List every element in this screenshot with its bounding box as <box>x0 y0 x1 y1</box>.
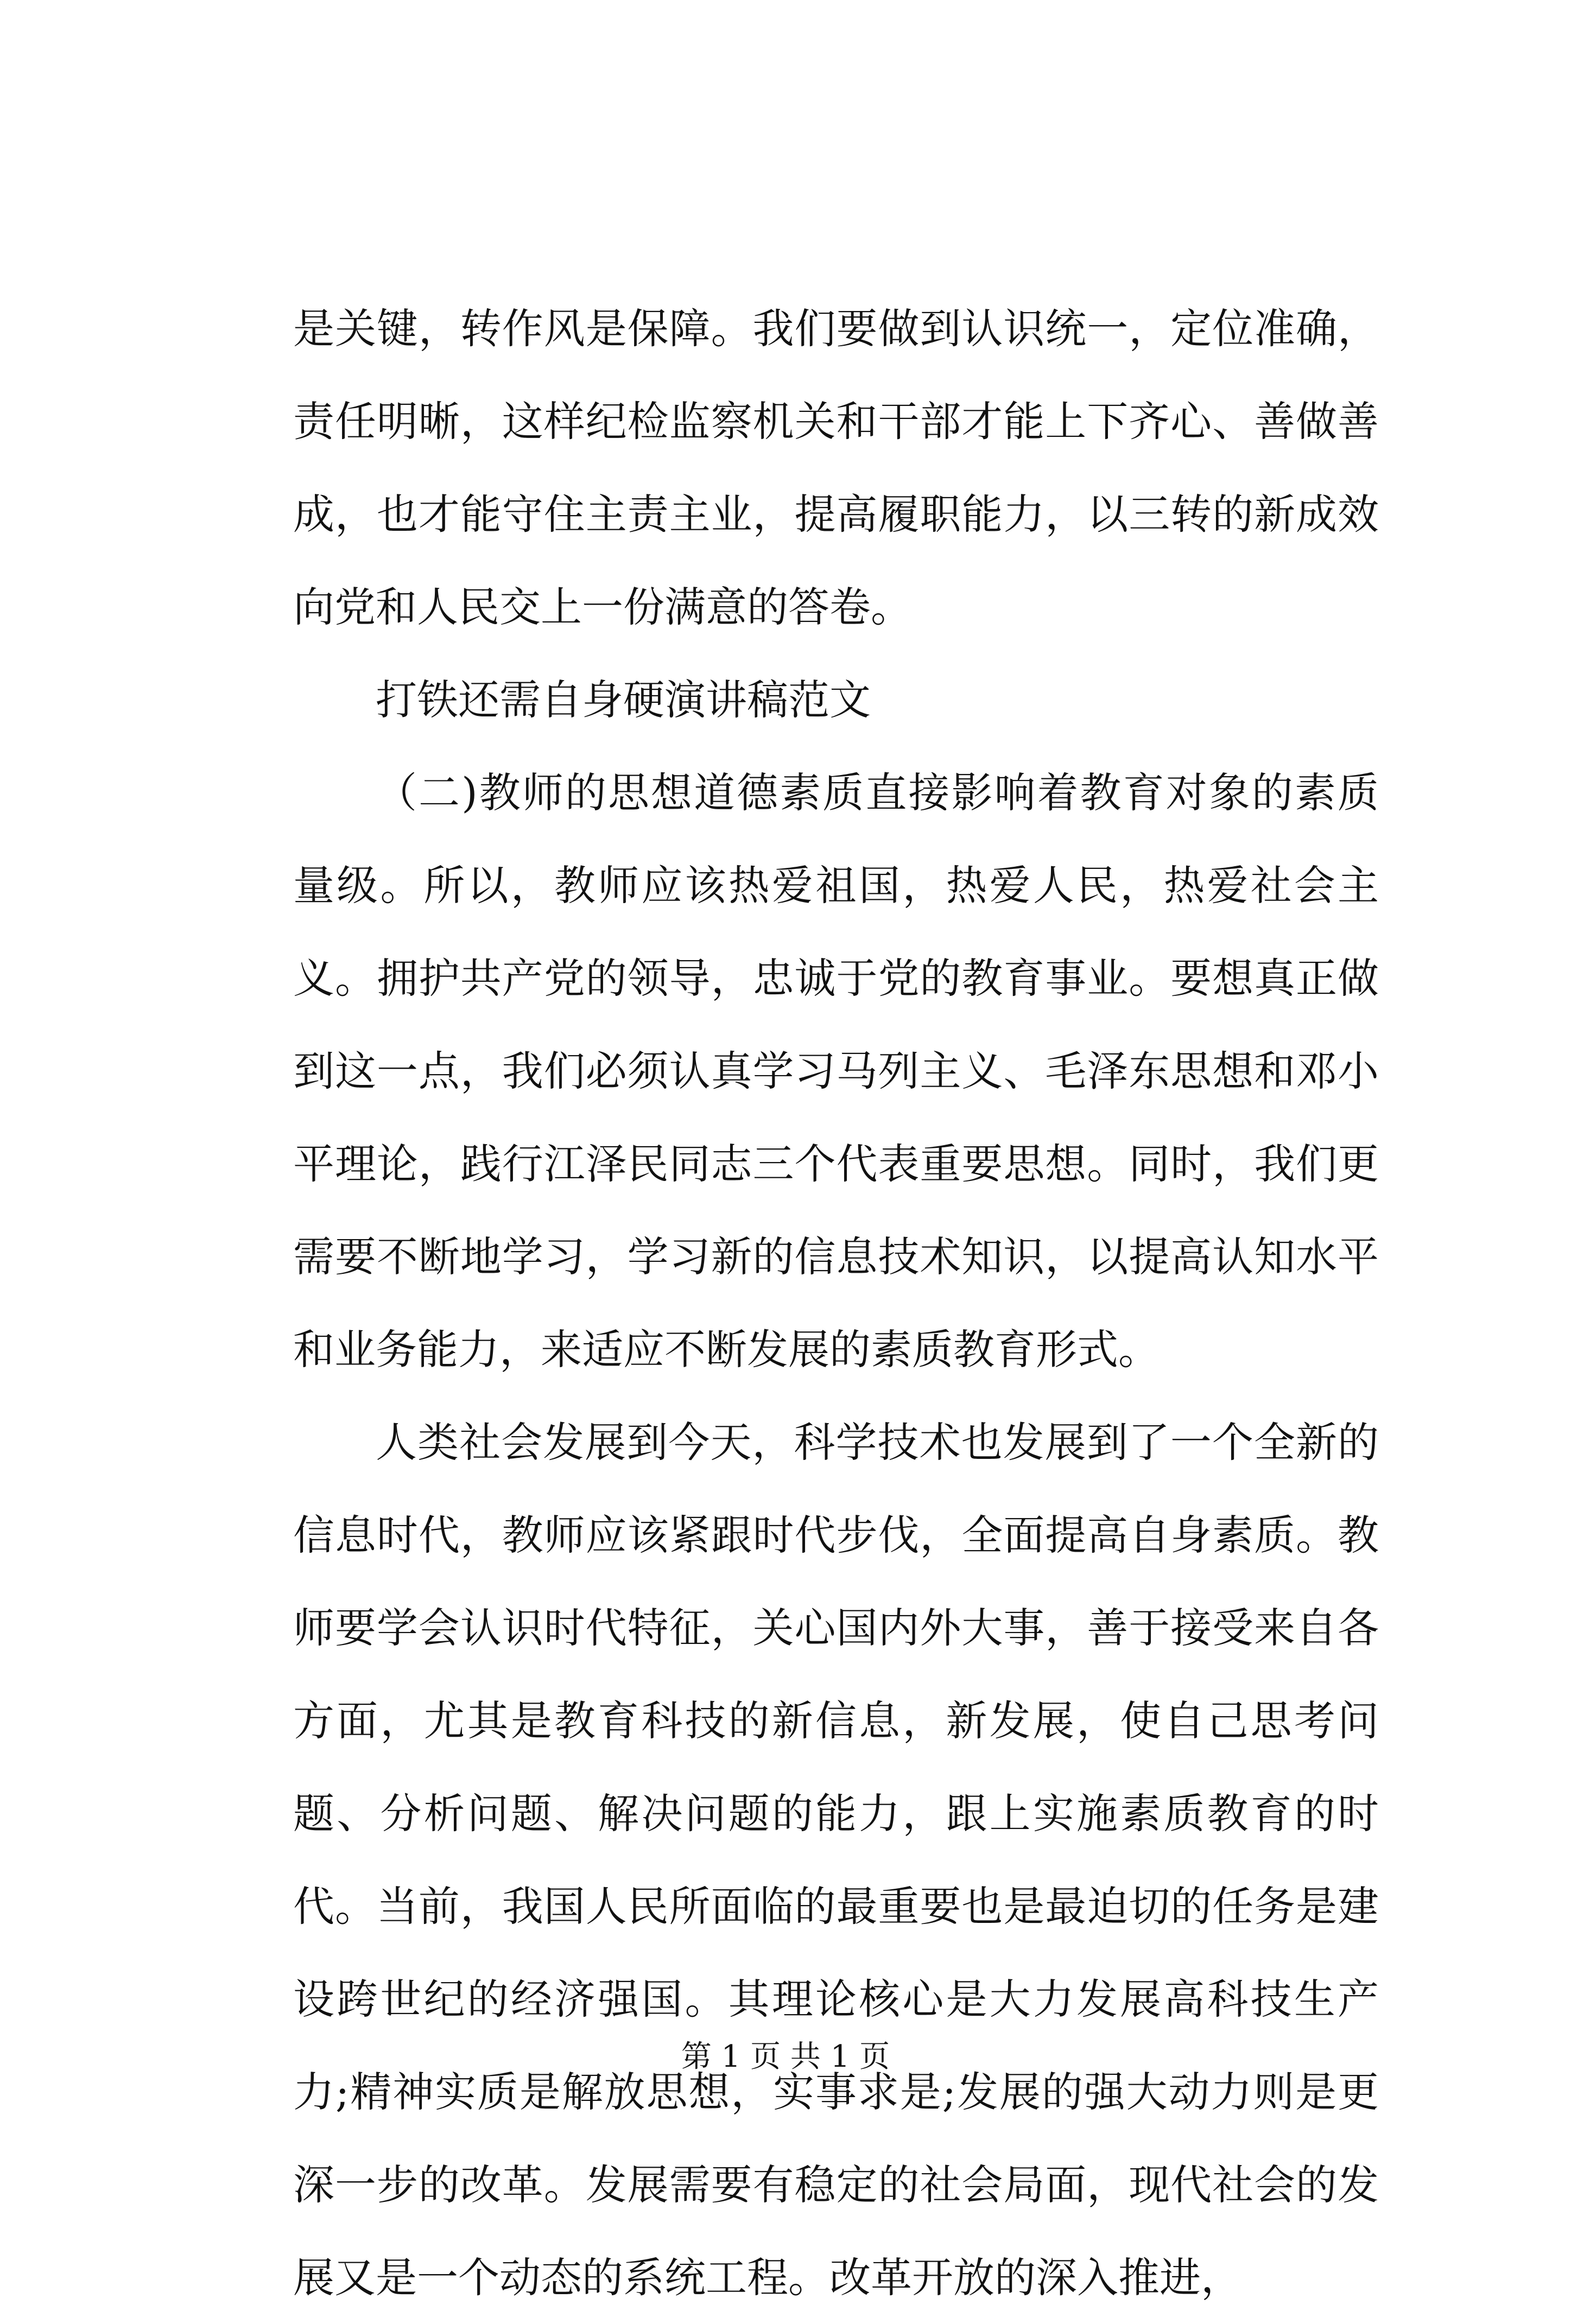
paragraph-continuation: 是关键，转作风是保障。我们要做到认识统一，定位准确，责任明晰，这样纪检监察机关和干部才能上下齐心、善做善成，也才能守住主责主业，提高履职能力，以三转的新成效向党和人民交上一份满意的答卷。 <box>293 304 1379 631</box>
paragraph-teacher-morality: （二)教师的思想道德素质直接影响着教育对象的素质量级。所以，教师应该热爱祖国，热爱人民，热爱社会主义。拥护共产党的领导，忠诚于党的教育事业。要想真正做到这一点，我们必须认真学习马列主义、毛泽东思想和邓小平理论，践行江泽民同志三个代表重要思想。同时，我们更需要不断地学习，学习新的信息技术知识，以提高认知水平和业务能力，来适应不断发展的素质教育形式。 <box>293 769 1379 1374</box>
page-footer: 第 1 页 共 1 页 <box>681 2039 890 2074</box>
document-body <box>293 282 1379 2324</box>
section-title: 打铁还需自身硬演讲稿范文 <box>376 676 871 724</box>
paragraph-information-age: 人类社会发展到今天，科学技术也发展到了一个全新的信息时代，教师应该紧跟时代步伐，全面提高自身素质。教师要学会认识时代特征，关心国内外大事，善于接受来自各方面，尤其是教育科技的新信息，新发展，使自己思考问题、分析问题、解决问题的能力，跟上实施素质教育的时代。当前，我国人民所面临的最重要也是最迫切的任务是建设跨世纪的经济强国。其理论核心是大力发展高科技生产力;精神实质是解放思想，实事求是;发展的强大动力则是更深一步的改革。发展需要有稳定的社会局面，现代社会的发展又是一个动态的系统工程。改革开放的深入推进， <box>293 1418 1379 2302</box>
